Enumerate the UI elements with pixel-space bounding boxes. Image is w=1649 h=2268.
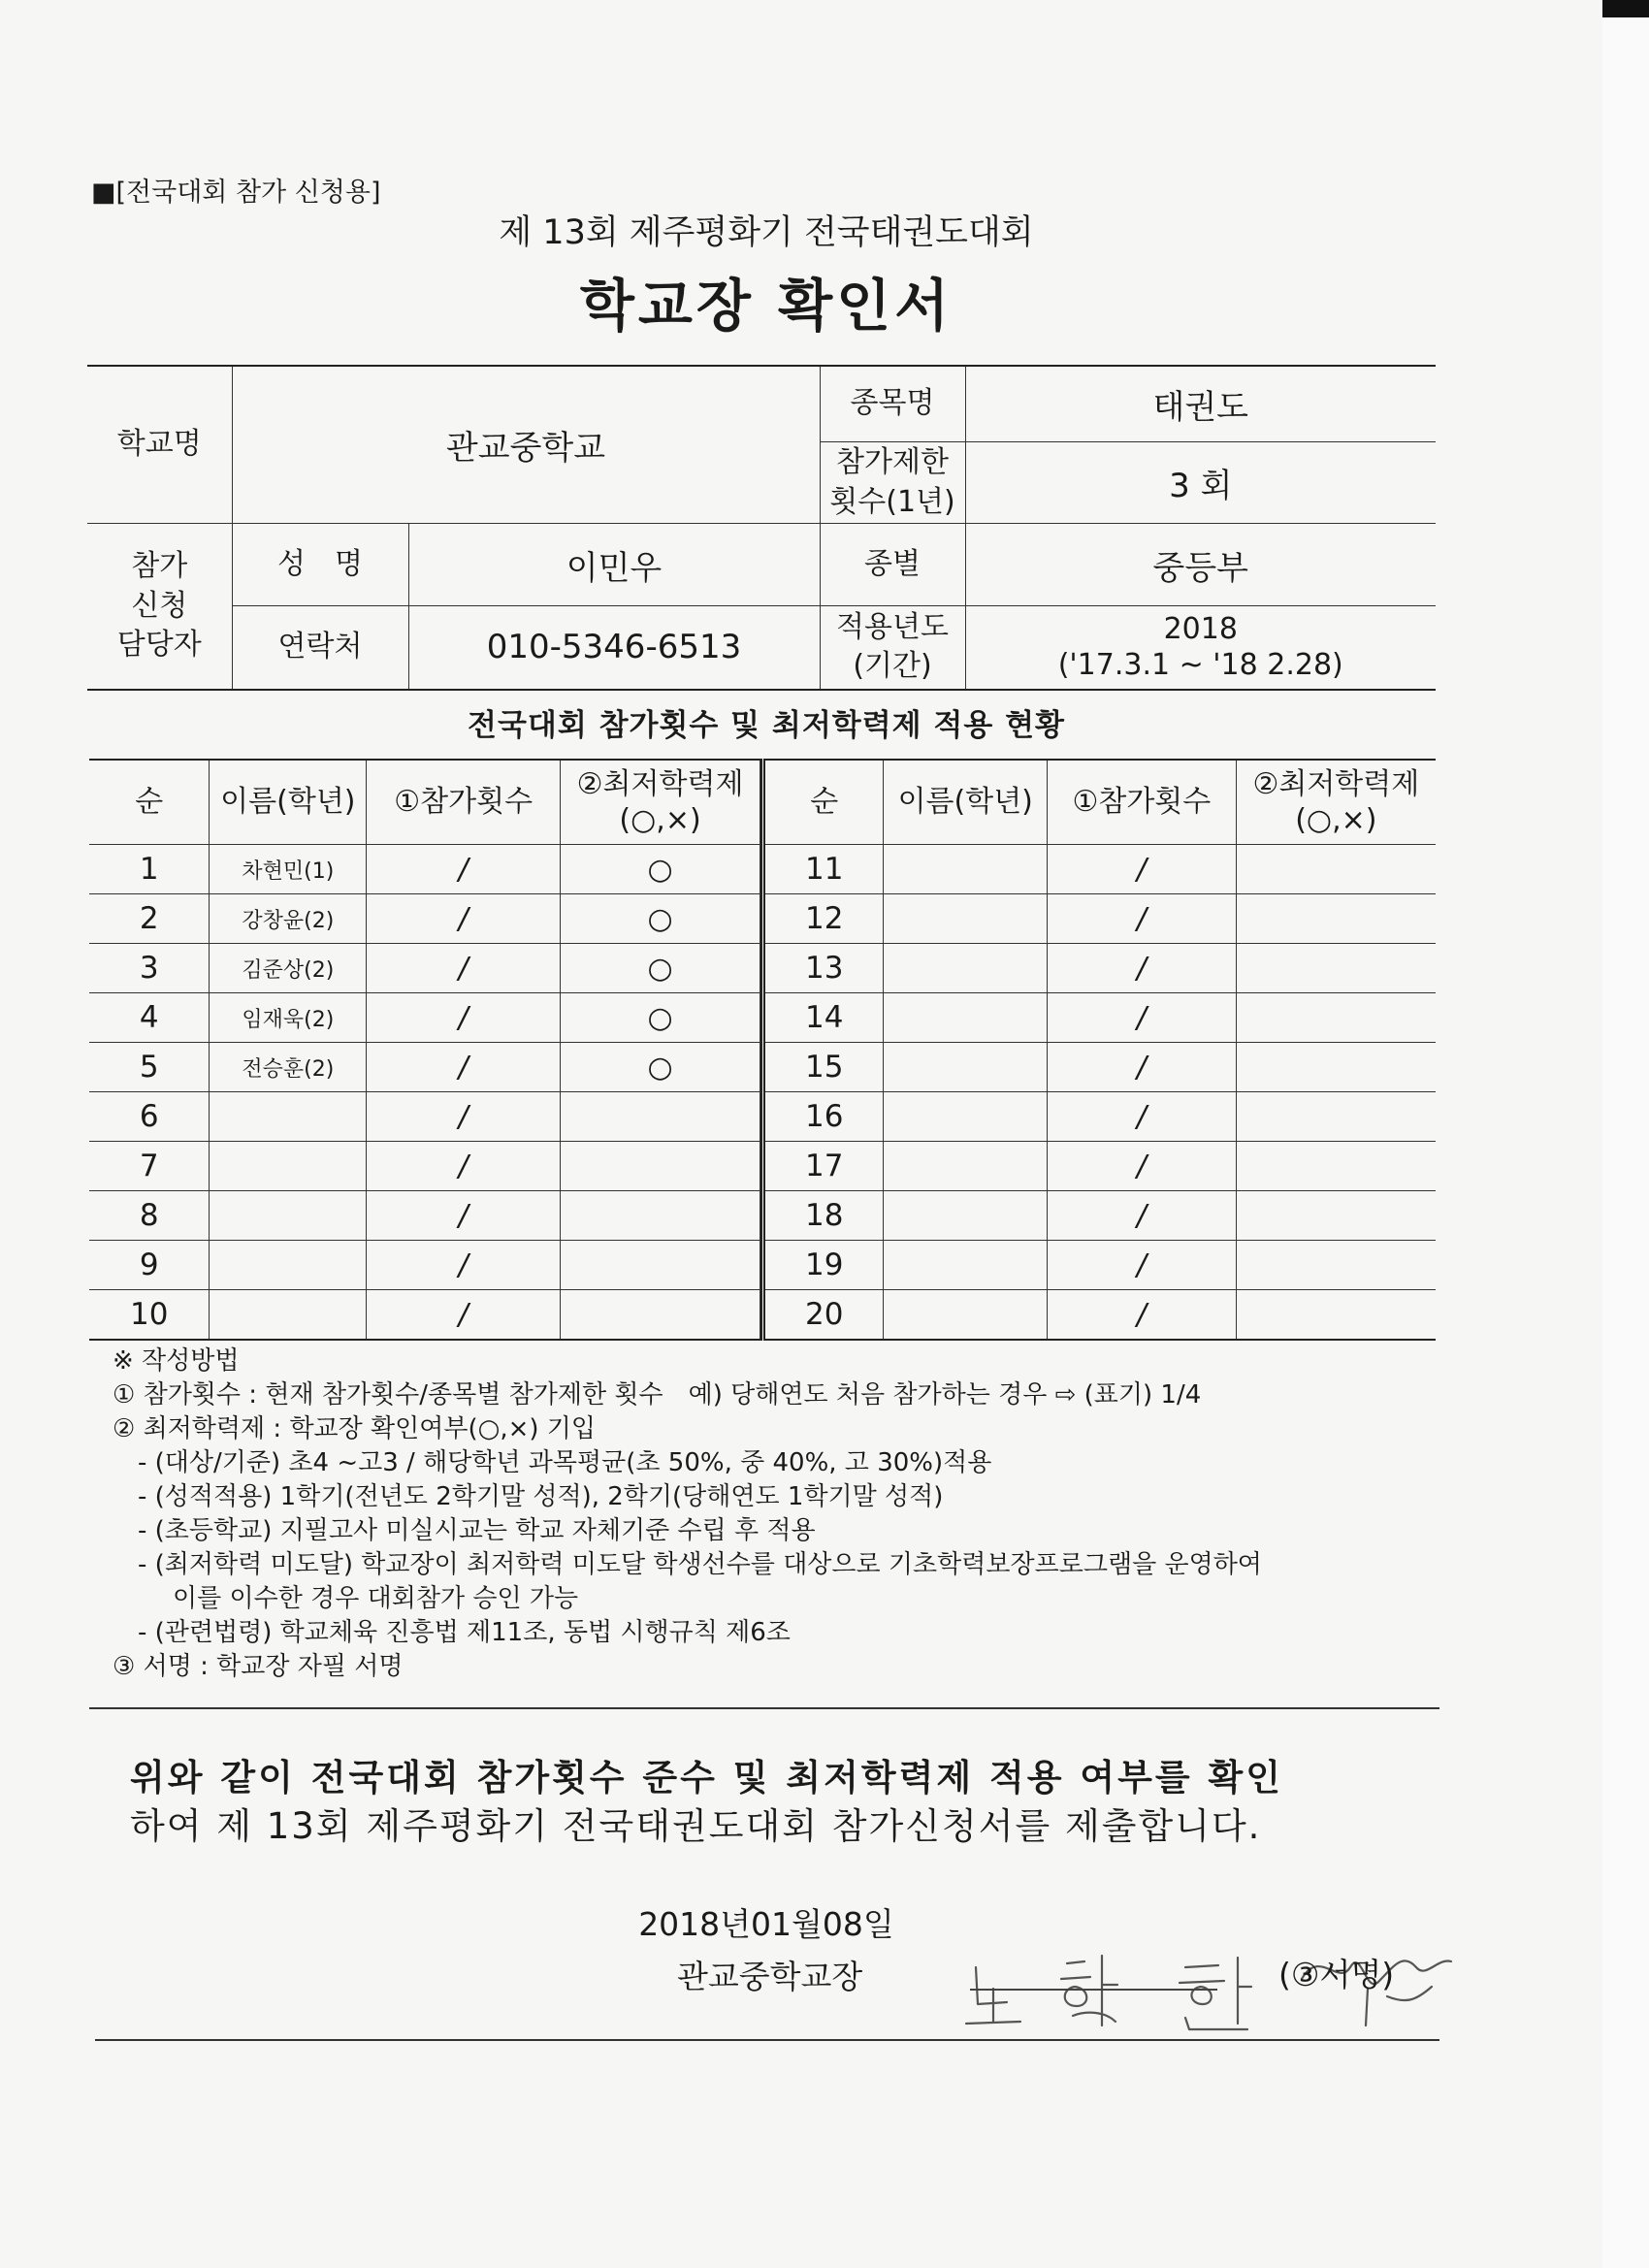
min-academic-mark: ○ xyxy=(561,944,760,993)
table-row xyxy=(763,1191,1437,1241)
table-row xyxy=(89,845,760,894)
limit-label xyxy=(820,441,965,524)
applicant-label-line3: 담당자 xyxy=(116,628,202,663)
participation-count: / xyxy=(1048,1290,1237,1341)
limit-value: 3 회 xyxy=(965,441,1436,524)
student-name xyxy=(884,1290,1048,1341)
header-min xyxy=(561,760,760,845)
table-row xyxy=(89,1241,760,1290)
note-sub-1: - (대상/기준) 초4 ~고3 / 해당학년 과목평균(초 50%, 중 40%, 고 30%)적용 xyxy=(138,1448,992,1477)
row-number: 11 xyxy=(763,845,884,894)
row-number: 18 xyxy=(763,1191,884,1241)
row-number: 20 xyxy=(763,1290,884,1341)
min-academic-mark xyxy=(561,1290,760,1341)
instructions xyxy=(113,1345,1451,1684)
min-academic-mark xyxy=(1236,1092,1436,1142)
table-row xyxy=(763,1142,1437,1191)
signature-underline xyxy=(970,1989,1217,1991)
table-row xyxy=(89,1290,760,1341)
min-academic-mark: ○ xyxy=(561,894,760,944)
min-academic-mark xyxy=(1236,1043,1436,1092)
year-value xyxy=(965,605,1436,690)
min-academic-mark xyxy=(561,1191,760,1241)
participation-count: / xyxy=(1048,993,1237,1043)
table-row xyxy=(763,1092,1437,1142)
min-academic-mark xyxy=(1236,845,1436,894)
student-name xyxy=(884,1191,1048,1241)
note-sub-3: - (초등학교) 지필고사 미실시교는 학교 자체기준 수립 후 적용 xyxy=(138,1516,816,1545)
header-count: ①참가횟수 xyxy=(367,760,561,845)
student-name xyxy=(884,1092,1048,1142)
participation-count: / xyxy=(367,1092,561,1142)
participation-count: / xyxy=(1048,1241,1237,1290)
roster-right-table xyxy=(760,759,1436,1341)
min-academic-mark xyxy=(1236,1191,1436,1241)
roster-left-table xyxy=(89,759,760,1341)
student-name xyxy=(210,1191,367,1241)
row-number: 9 xyxy=(89,1241,210,1290)
student-name xyxy=(884,845,1048,894)
divider xyxy=(89,1707,1439,1709)
school-name: 관교중학교 xyxy=(232,366,820,524)
sport-value: 태권도 xyxy=(965,366,1436,441)
page-title: 학교장 확인서 xyxy=(579,273,954,339)
table-row xyxy=(89,1142,760,1191)
row-number: 16 xyxy=(763,1092,884,1142)
header-name: 이름(학년) xyxy=(210,760,367,845)
header-min-line1: ②최저학력제 xyxy=(576,766,744,801)
note-item-2: ② 최저학력제 : 학교장 확인여부(○,×) 기입 xyxy=(113,1414,597,1443)
table-row xyxy=(89,1092,760,1142)
participation-count: / xyxy=(367,1290,561,1341)
row-number: 3 xyxy=(89,944,210,993)
student-name xyxy=(210,1092,367,1142)
issue-date: 2018년01월08일 xyxy=(638,1905,894,1943)
year-number: 2018 xyxy=(1163,611,1238,646)
year-label-line2: (기간) xyxy=(853,649,932,684)
row-number: 15 xyxy=(763,1043,884,1092)
min-academic-mark xyxy=(561,1142,760,1191)
applicant-name: 이민우 xyxy=(408,524,820,606)
row-number: 14 xyxy=(763,993,884,1043)
min-academic-mark xyxy=(1236,894,1436,944)
min-academic-mark: ○ xyxy=(561,1043,760,1092)
student-name xyxy=(884,993,1048,1043)
participation-count: / xyxy=(367,993,561,1043)
row-number: 1 xyxy=(89,845,210,894)
student-name xyxy=(884,1043,1048,1092)
contact-value: 010-5346-6513 xyxy=(408,605,820,690)
table-row xyxy=(89,944,760,993)
student-name xyxy=(210,1241,367,1290)
min-academic-mark xyxy=(561,1241,760,1290)
table-row xyxy=(763,1043,1437,1092)
row-number: 7 xyxy=(89,1142,210,1191)
student-name xyxy=(884,1142,1048,1191)
table-row xyxy=(763,1241,1437,1290)
min-academic-mark xyxy=(561,1092,760,1142)
row-number: 10 xyxy=(89,1290,210,1341)
division-value: 중등부 xyxy=(965,524,1436,606)
student-name: 임재욱(2) xyxy=(210,993,367,1043)
header-count: ①참가횟수 xyxy=(1048,760,1237,845)
min-academic-mark xyxy=(1236,1290,1436,1341)
table-row xyxy=(89,894,760,944)
signature-hint: (③서명) xyxy=(1278,1956,1395,1993)
row-number: 12 xyxy=(763,894,884,944)
student-name: 차현민(1) xyxy=(210,845,367,894)
note-item-1: ① 참가횟수 : 현재 참가횟수/종목별 참가제한 횟수 예) 당해연도 처음 참가하는 경우 ⇨ (표기) 1/4 xyxy=(113,1380,1202,1409)
scan-edge-mark xyxy=(1602,0,1649,17)
participation-count: / xyxy=(1048,1092,1237,1142)
confirmation-text xyxy=(130,1754,1430,1851)
student-name: 강창윤(2) xyxy=(210,894,367,944)
participation-count: / xyxy=(1048,944,1237,993)
row-number: 17 xyxy=(763,1142,884,1191)
applicant-label xyxy=(87,524,232,690)
note-sub-5: - (관련법령) 학교체육 진흥법 제11조, 동법 시행규칙 제6조 xyxy=(138,1618,791,1647)
note-item-3: ③ 서명 : 학교장 자필 서명 xyxy=(113,1652,404,1681)
participation-count: / xyxy=(367,1142,561,1191)
division-label: 종별 xyxy=(820,524,965,606)
min-academic-mark xyxy=(1236,993,1436,1043)
participation-count: / xyxy=(367,1191,561,1241)
roster-title: 전국대회 참가횟수 및 최저학력제 적용 현황 xyxy=(468,708,1065,743)
year-label xyxy=(820,605,965,690)
student-name xyxy=(210,1290,367,1341)
student-name xyxy=(884,894,1048,944)
participation-count: / xyxy=(367,1241,561,1290)
header-name: 이름(학년) xyxy=(884,760,1048,845)
form-tag: ■[전국대회 참가 신청용] xyxy=(91,178,381,208)
min-academic-mark: ○ xyxy=(561,993,760,1043)
year-period: ('17.3.1 ~ '18 2.28) xyxy=(1057,648,1343,683)
participation-count: / xyxy=(1048,1142,1237,1191)
year-label-line1: 적용년도 xyxy=(836,609,949,644)
header-min-line2: (○,×) xyxy=(1295,803,1377,837)
school-label: 학교명 xyxy=(87,366,232,524)
limit-label-line1: 참가제한 xyxy=(836,445,949,480)
row-number: 13 xyxy=(763,944,884,993)
student-name xyxy=(210,1142,367,1191)
row-number: 5 xyxy=(89,1043,210,1092)
header-no: 순 xyxy=(89,760,210,845)
table-row xyxy=(763,993,1437,1043)
header-min-line2: (○,×) xyxy=(619,803,701,837)
participation-count: / xyxy=(1048,845,1237,894)
min-academic-mark xyxy=(1236,1142,1436,1191)
header-min xyxy=(1236,760,1436,845)
info-table xyxy=(87,365,1436,691)
note-sub-2: - (성적적용) 1학기(전년도 2학기말 성적), 2학기(당해연도 1학기말 성적) xyxy=(138,1482,944,1511)
principal-title: 관교중학교장 xyxy=(677,1958,863,1995)
table-row xyxy=(763,944,1437,993)
student-name xyxy=(884,944,1048,993)
row-number: 4 xyxy=(89,993,210,1043)
participation-count: / xyxy=(367,894,561,944)
participation-count: / xyxy=(367,1043,561,1092)
confirmation-line2: 하여 제 13회 제주평화기 전국태권도대회 참가신청서를 제출합니다. xyxy=(130,1805,1262,1847)
table-row xyxy=(763,894,1437,944)
notes-heading: ※ 작성방법 xyxy=(113,1346,240,1376)
event-title: 제 13회 제주평화기 전국태권도대회 xyxy=(499,213,1034,252)
table-row xyxy=(89,993,760,1043)
min-academic-mark xyxy=(1236,944,1436,993)
table-row xyxy=(89,1191,760,1241)
participation-count: / xyxy=(367,845,561,894)
note-sub-4b: 이를 이수한 경우 대회참가 승인 가능 xyxy=(173,1584,579,1613)
limit-label-line2: 횟수(1년) xyxy=(829,484,955,519)
header-min-line1: ②최저학력제 xyxy=(1252,766,1420,801)
row-number: 2 xyxy=(89,894,210,944)
student-name: 전승훈(2) xyxy=(210,1043,367,1092)
bottom-divider xyxy=(95,2039,1439,2041)
header-no: 순 xyxy=(763,760,884,845)
row-number: 6 xyxy=(89,1092,210,1142)
min-academic-mark: ○ xyxy=(561,845,760,894)
participation-count: / xyxy=(1048,894,1237,944)
student-name xyxy=(884,1241,1048,1290)
student-name: 김준상(2) xyxy=(210,944,367,993)
handwritten-signature xyxy=(960,1928,1523,2035)
participation-count: / xyxy=(1048,1043,1237,1092)
confirmation-line1: 위와 같이 전국대회 참가횟수 준수 및 최저학력제 적용 여부를 확인 xyxy=(130,1757,1283,1798)
contact-label: 연락처 xyxy=(232,605,408,690)
table-row xyxy=(763,845,1437,894)
row-number: 19 xyxy=(763,1241,884,1290)
applicant-label-line1: 참가 xyxy=(131,549,188,584)
note-sub-4a: - (최저학력 미도달) 학교장이 최저학력 미도달 학생선수를 대상으로 기초학력보장프로그램을 운영하여 xyxy=(138,1550,1262,1579)
table-row xyxy=(89,1043,760,1092)
row-number: 8 xyxy=(89,1191,210,1241)
participation-count: / xyxy=(1048,1191,1237,1241)
participation-count: / xyxy=(367,944,561,993)
applicant-label-line2: 신청 xyxy=(131,588,188,623)
scan-edge xyxy=(1602,0,1649,2268)
table-row xyxy=(763,1290,1437,1341)
min-academic-mark xyxy=(1236,1241,1436,1290)
name-label: 성 명 xyxy=(232,524,408,606)
sport-label: 종목명 xyxy=(820,366,965,441)
